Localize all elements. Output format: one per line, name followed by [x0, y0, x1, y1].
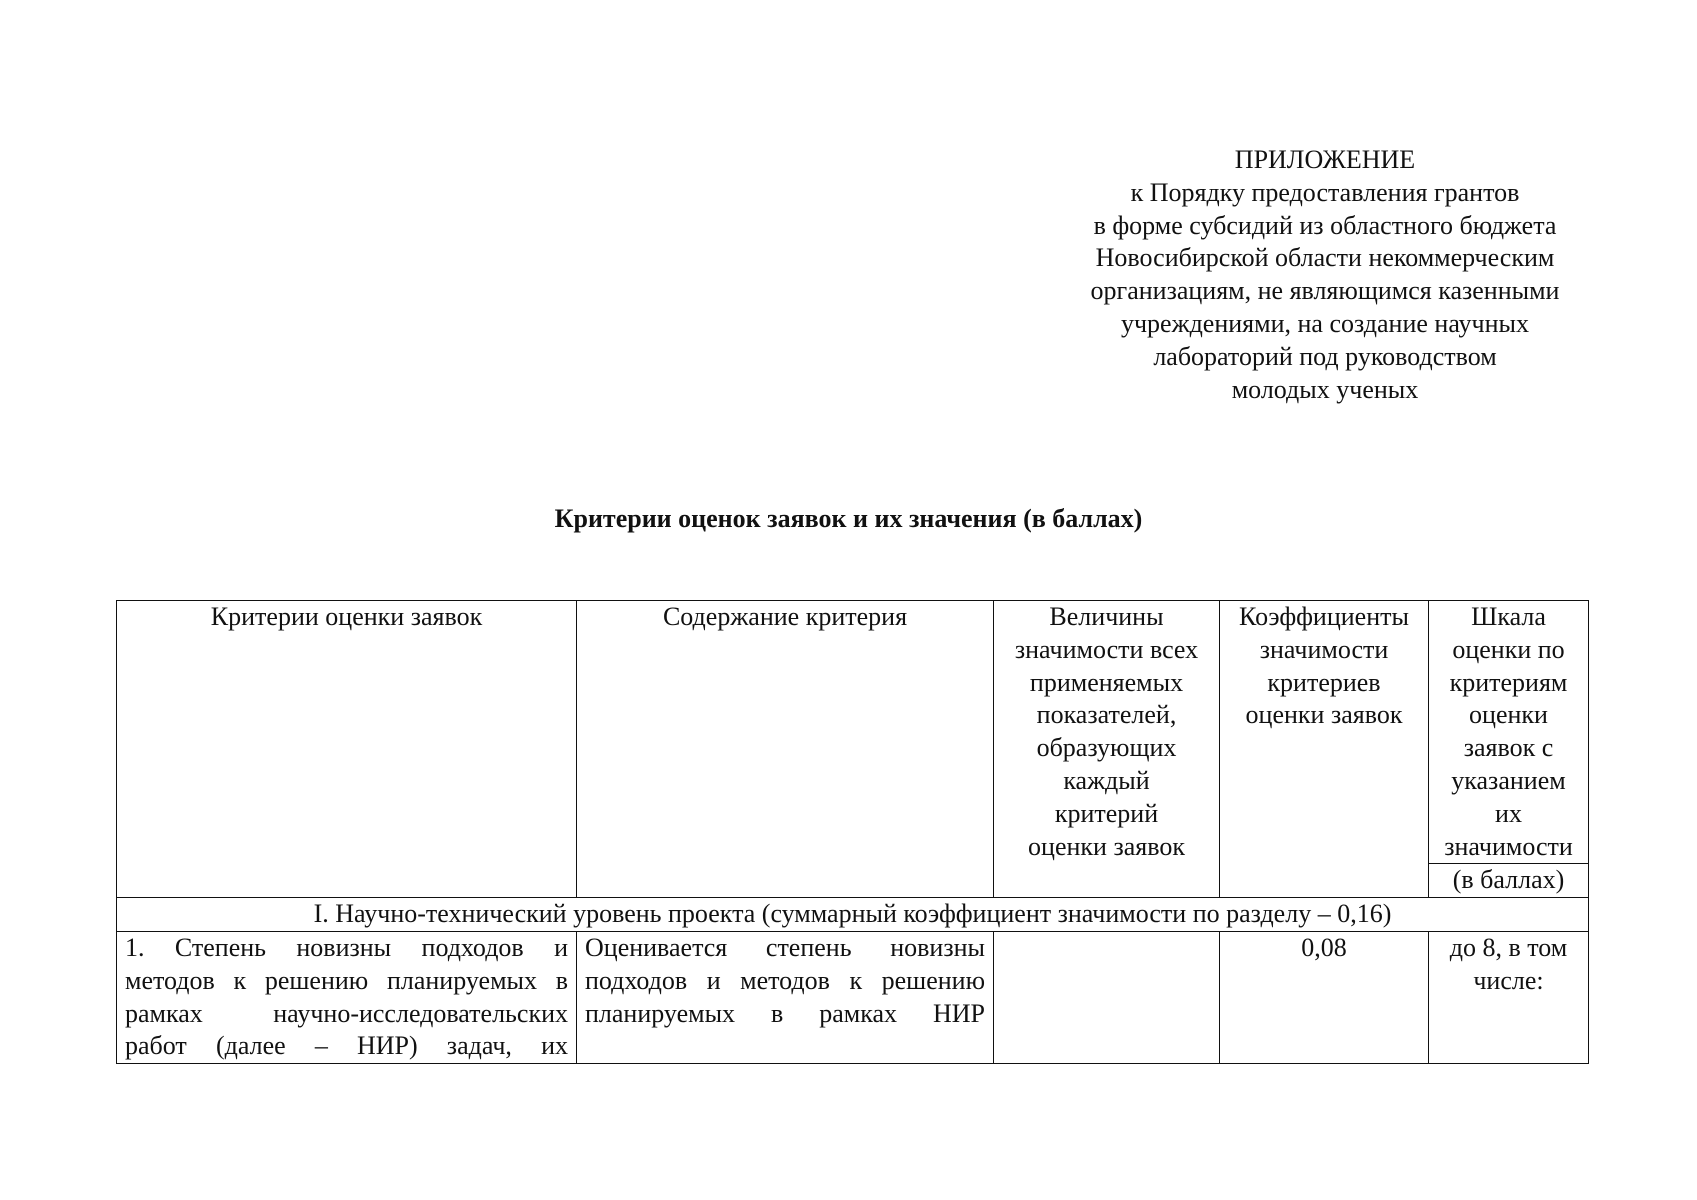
annex-heading: ПРИЛОЖЕНИЕ	[1234, 145, 1416, 174]
content-line: подходов и методов к решению	[585, 965, 985, 995]
header-coefficients-line: критериев	[1267, 667, 1381, 697]
header-values-line: каждый	[1063, 765, 1150, 795]
annex-line: лабораторий под руководством	[1153, 341, 1497, 371]
header-coefficients	[1220, 601, 1429, 898]
header-scale-line: критериям	[1449, 667, 1568, 697]
header-values-line: применяемых	[1029, 667, 1184, 697]
row-content-text	[585, 932, 985, 1030]
header-scale	[1429, 601, 1589, 898]
header-scale-unit: (в баллах)	[1429, 863, 1588, 897]
header-values-line: значимости всех	[1014, 634, 1199, 664]
header-scale-line: оценки	[1469, 700, 1548, 730]
criterion-line: работ (далее – НИР) задач, их	[125, 1031, 568, 1061]
section-title: I. Научно-технический уровень проекта (суммарный коэффициент значимости по разделу – 0,16)	[117, 898, 1589, 932]
criterion-line: методов к решению планируемых в	[125, 965, 568, 995]
annex-line: Новосибирской области некоммерческим	[1095, 243, 1555, 273]
header-values-line: оценки заявок	[1028, 831, 1185, 861]
header-scale-line: заявок с	[1463, 733, 1554, 763]
annex-line: учреждениями, на создание научных	[1120, 308, 1530, 338]
row-criterion-cell	[117, 931, 577, 1063]
section-row	[117, 898, 1589, 932]
header-scale-line: оценки по	[1452, 634, 1565, 664]
header-values	[994, 601, 1220, 898]
header-coefficients-line: оценки заявок	[1245, 700, 1403, 730]
scale-line: до 8, в том	[1449, 932, 1568, 962]
header-scale-line: Шкала	[1471, 602, 1546, 631]
header-content-label: Содержание критерия	[662, 602, 908, 631]
header-values-line: показателей,	[1036, 700, 1177, 730]
header-criteria	[117, 601, 577, 898]
table-row	[117, 931, 1589, 1063]
criteria-table	[116, 600, 1589, 1064]
annex-line: к Порядку предоставления грантов	[1130, 177, 1520, 207]
content-line: планируемых в рамках НИР	[585, 998, 985, 1028]
row-criterion-text	[125, 932, 568, 1063]
scale-line: числе:	[1473, 965, 1544, 995]
header-scale-line: их	[1495, 798, 1522, 828]
table-header-row	[117, 601, 1589, 898]
header-coefficients-line: Коэффициенты	[1239, 602, 1409, 631]
header-scale-line: значимости	[1444, 831, 1573, 861]
header-values-line: Величины	[1049, 602, 1164, 631]
row-coefficient-cell: 0,08	[1220, 931, 1429, 1063]
annex-line: организациям, не являющимся казенными	[1090, 276, 1560, 306]
annex-block	[1060, 144, 1590, 406]
criterion-line: 1. Степень новизны подходов и	[125, 932, 568, 962]
content-line: Оценивается степень новизны	[585, 932, 985, 962]
row-value-cell	[994, 931, 1220, 1063]
row-content-cell	[577, 931, 994, 1063]
header-criteria-label: Критерии оценки заявок	[210, 602, 483, 631]
criterion-line: рамках научно-исследовательских	[125, 998, 568, 1028]
annex-line: в форме субсидий из областного бюджета	[1093, 210, 1557, 240]
header-scale-line: указанием	[1451, 765, 1566, 795]
header-values-line: образующих	[1036, 733, 1177, 763]
header-values-line: критерий	[1054, 798, 1159, 828]
annex-line: молодых ученых	[1231, 374, 1419, 404]
header-content	[577, 601, 994, 898]
document-title: Критерии оценок заявок и их значения (в баллах)	[554, 504, 1143, 533]
header-coefficients-line: значимости	[1259, 634, 1389, 664]
row-scale-cell	[1429, 931, 1589, 1063]
